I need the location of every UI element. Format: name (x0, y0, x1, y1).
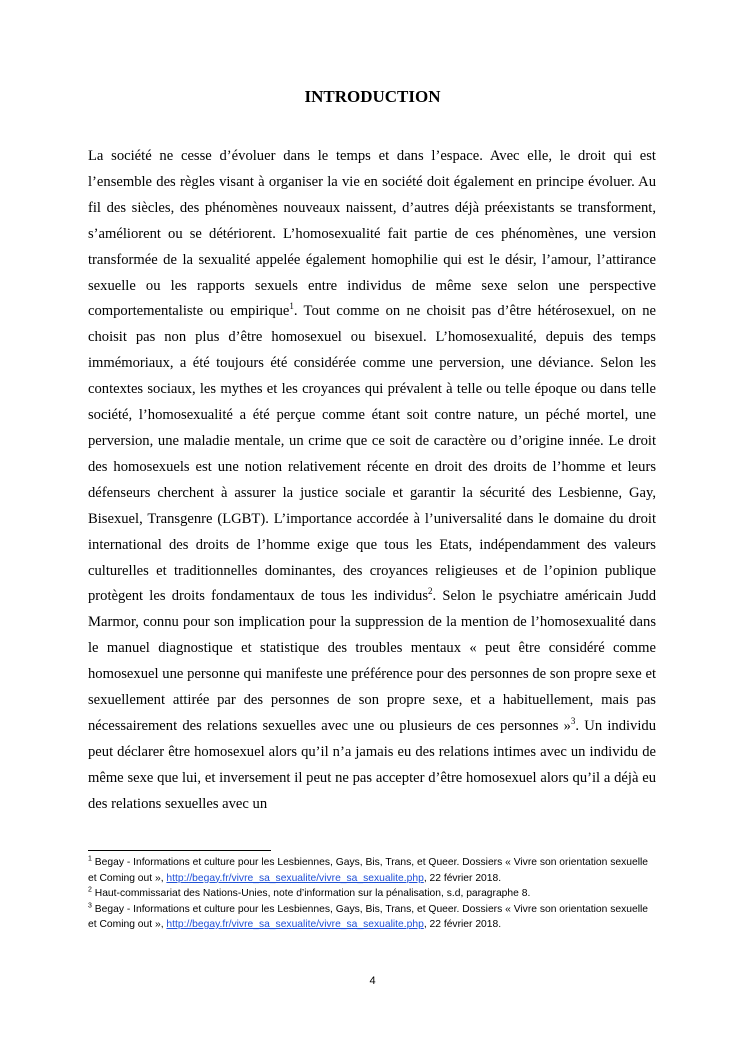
page-number: 4 (369, 975, 376, 987)
footnote-link[interactable]: http://begay.fr/vivre_sa_sexualite/vivre_sa_sexualite.php (166, 919, 424, 930)
page-title: INTRODUCTION (304, 87, 441, 106)
footnotes (88, 855, 650, 933)
paragraph-text: . Selon le psychiatre américain Judd Marmor, connu pour son implication pour la suppression de la mention de l’homosexualité dans le manuel diagnostique et statistique des troubles mentaux « peut être considéré comme homosexuel une personne qui manifeste une préférence pour des personnes de son propre sexe et sexuellement attirée par des personnes de son propre sexe, et a habituellement, mais pas nécessairement des relations sexuelles avec une ou plusieurs de ces personnes » (88, 588, 657, 734)
footnote-number: 2 (88, 886, 92, 894)
footnote-number: 3 (88, 902, 92, 910)
footnote-text: Begay - Informations et culture pour les Lesbiennes, Gays, Bis, Trans, et Queer. Dossiers « Vivre son orientation sexuelle et Coming out », (88, 903, 649, 930)
footnote-ref-1[interactable]: 1 (289, 301, 294, 312)
footnote-text: , 22 février 2018. (423, 872, 502, 884)
footnote-link[interactable]: http://begay.fr/vivre_sa_sexualite/vivre_sa_sexualite.php (166, 872, 424, 884)
footnote-text: , 22 février 2018. (423, 919, 502, 930)
footnote-number: 1 (88, 855, 92, 863)
footnote-text: Begay - Informations et culture pour les Lesbiennes, Gays, Bis, Trans, et Queer. Dossiers « Vivre son orientation sexuelle et Coming out », (88, 857, 649, 884)
footnote-1 (88, 855, 650, 886)
introduction-paragraph (88, 144, 656, 818)
paragraph-text: . Un individu peut déclarer être homosexuel alors qu’il n’a jamais eu des relations intimes avec un individu de même sexe que lui, et inversement il peut ne pas accepter d’être homosexuel alors qu’il a déjà eu des relations sexuelles avec un (88, 717, 656, 812)
paragraph-text: . Tout comme on ne choisit pas d’être hétérosexuel, on ne choisit pas non plus d’être homosexuel ou bisexuel. L’homosexualité, depuis des temps immémoriaux, a été toujours été considérée comme une perversion, une déviance. Selon les contextes sociaux, les mythes et les croyances qui prévalent à telle ou telle époque ou dans telle société, l’homosexualité a été perçue comme étant soit contre nature, un péché mortel, une perversion, une maladie mentale, un crime que ce soit de caractère ou d’origine innée. Le droit des homosexuels est une notion relativement récente en droit des droits de l’homme et leurs défenseurs cherchent à assurer la justice sociale et garantir la sécurité des Lesbienne, Gay, Bisexuel, Transgenre (LGBT). L’importance accordée à l’universalité dans le domaine du droit international des droits de l’homme exige que tous les Etats, indépendamment des valeurs culturelles et traditionnelles dominantes, des croyances religieuses et de l’opinion publique protègent les droits fondamentaux de tous les individus (88, 303, 656, 605)
paragraph-text: La société ne cesse d’évoluer dans le temps et dans l’espace. Avec elle, le droit qui est l’ensemble des règles visant à organiser la vie en société doit également en principe évoluer. Au fil des siècles, des phénomènes nouveaux naissent, d’autres déjà préexistants se transforment, s’améliorent ou se détériorent. L’homosexualité fait partie de ces phénomènes, une version transformée de la sexualité appelée également homophilie qui est le désir, l’amour, l’attirance sexuelle ou les rapports sexuels entre individus de même sexe selon une perspective comportementaliste ou empirique (88, 148, 656, 320)
footnote-ref-2[interactable]: 2 (428, 586, 433, 597)
footnote-separator (88, 850, 271, 851)
footnote-text: Haut-commissariat des Nations-Unies, note d’information sur la pénalisation, s.d, paragraphe 8. (91, 888, 531, 899)
footnote-3 (88, 902, 650, 933)
footnote-2 (88, 886, 650, 902)
footnote-ref-3[interactable]: 3 (570, 716, 576, 727)
